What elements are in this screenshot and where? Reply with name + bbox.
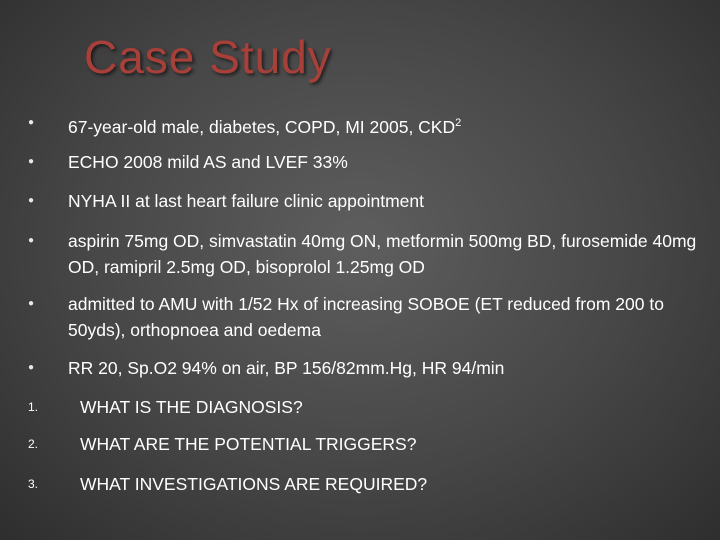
question-number: 2.: [28, 437, 39, 451]
list-item: [28, 228, 698, 280]
bullet-icon: ●: [28, 235, 35, 246]
bullet-icon: ●: [28, 117, 35, 128]
item-text: RR 20, Sp.O2 94% on air, BP 156/82mm.Hg, HR 94/min: [68, 358, 505, 378]
bullet-icon: ●: [28, 156, 35, 167]
question-number: 3.: [28, 477, 39, 491]
slide-title: Case Study: [84, 31, 332, 83]
question-item: [28, 394, 698, 420]
question-text: WHAT INVESTIGATIONS ARE REQUIRED?: [80, 474, 428, 494]
list-item: [28, 110, 698, 140]
list-item: [28, 149, 698, 175]
item-text: aspirin 75mg OD, simvastatin 40mg ON, metformin 500mg BD, furosemide 40mg OD, ramipril 2.5mg OD, bisoprolol 1.25mg OD: [68, 231, 697, 277]
item-text: NYHA II at last heart failure clinic appointment: [68, 191, 425, 211]
superscript: 2: [455, 117, 462, 129]
list-item: [28, 291, 698, 343]
list-item: [28, 188, 698, 214]
bullet-icon: ●: [28, 195, 35, 206]
list-item: [28, 355, 698, 381]
question-number: 1.: [28, 400, 39, 414]
bullet-icon: ●: [28, 362, 35, 373]
item-text: ECHO 2008 mild AS and LVEF 33%: [68, 152, 348, 172]
bullet-icon: ●: [28, 298, 35, 309]
question-item: [28, 471, 698, 497]
question-text: WHAT IS THE DIAGNOSIS?: [80, 397, 303, 417]
item-text: 67-year-old male, diabetes, COPD, MI 2005, CKD: [68, 116, 456, 137]
question-text: WHAT ARE THE POTENTIAL TRIGGERS?: [80, 434, 417, 454]
item-text: admitted to AMU with 1/52 Hx of increasing SOBOE (ET reduced from 200 to 50yds), orthopnoea and oedema: [68, 294, 664, 340]
question-item: [28, 431, 698, 457]
